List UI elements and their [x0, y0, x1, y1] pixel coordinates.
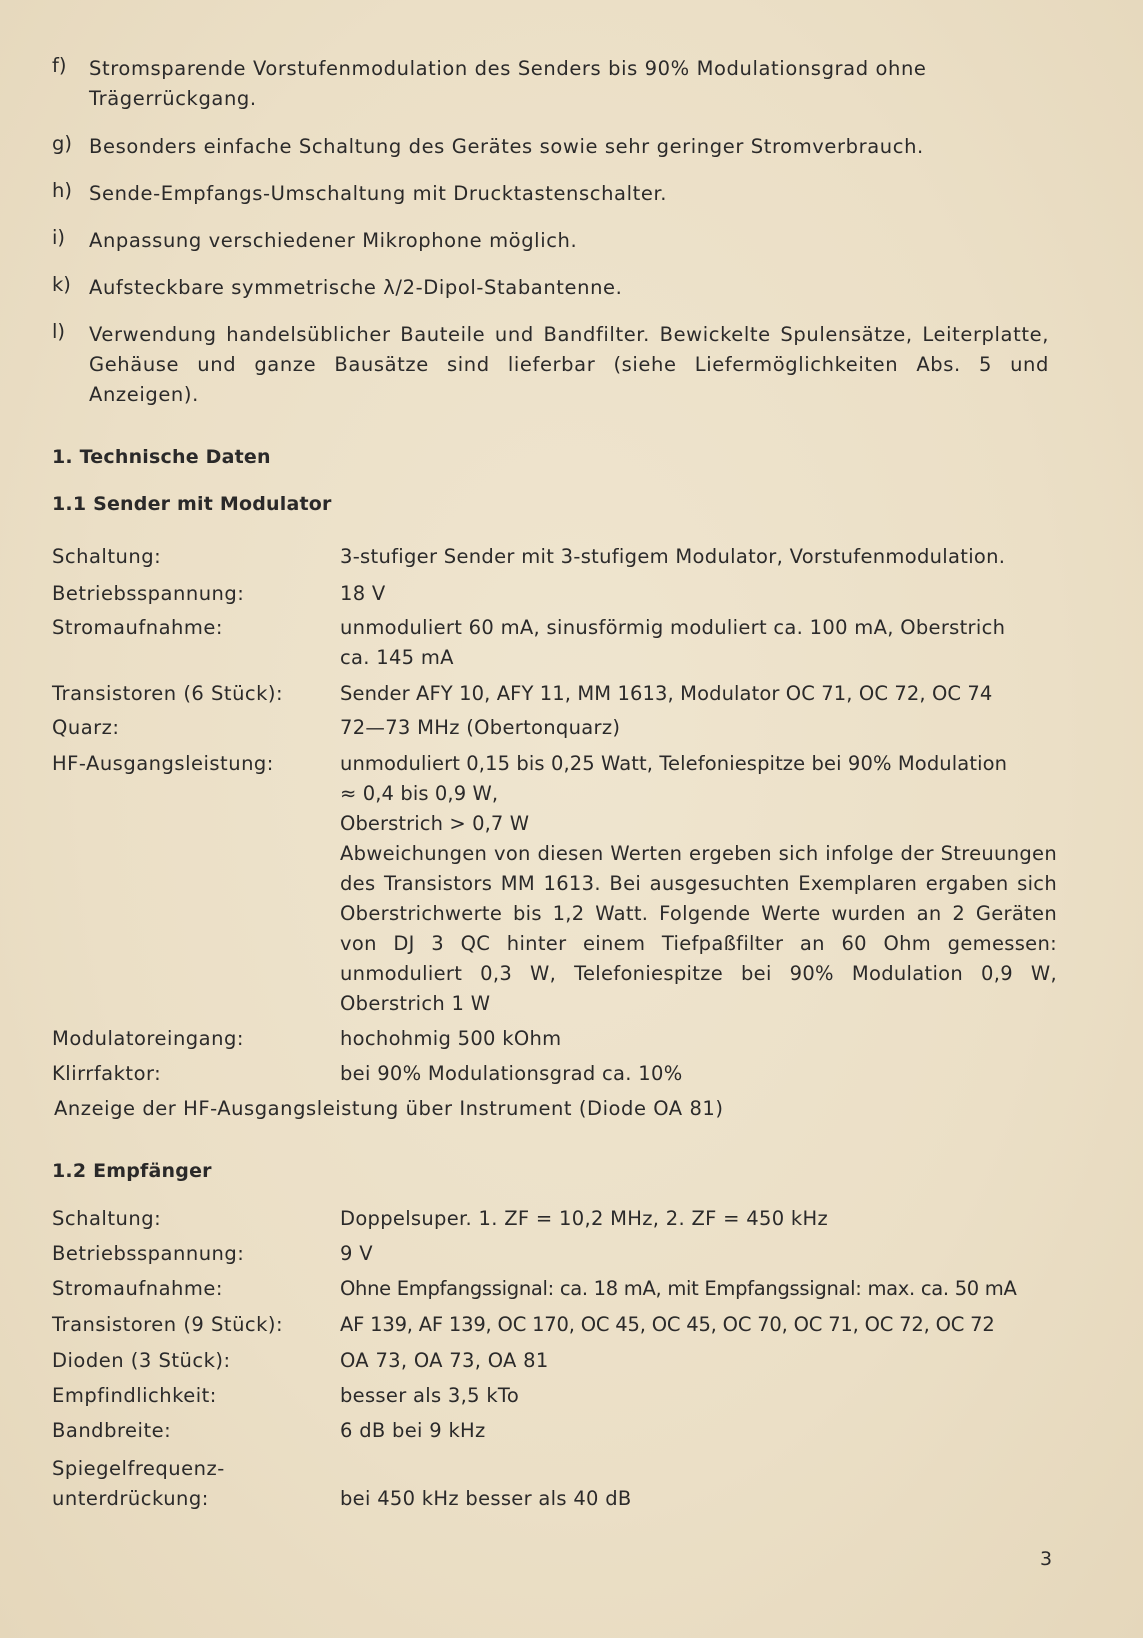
- spec-label: Transistoren (6 Stück):: [52, 682, 284, 705]
- spec-value: 72—73 MHz (Obertonquarz): [340, 716, 621, 739]
- section-heading: 1. Technische Daten: [52, 446, 271, 468]
- spec-value: besser als 3,5 kTo: [340, 1384, 520, 1407]
- spec-value: [340, 749, 1057, 1019]
- list-item-text: Besonders einfache Schaltung des Gerätes sowie sehr geringer Stromverbrauch.: [89, 135, 924, 158]
- spec-value: hochohmig 500 kOhm: [340, 1027, 562, 1050]
- spec-label: Stromaufnahme:: [52, 616, 223, 639]
- hf-output-note: Abweichungen von diesen Werten ergeben sich infolge der Streuungen des Transistors MM 1613. Bei ausgesuchten Exemplaren ergaben sich Oberstrichwerte bis 1,2 Watt. Folgende Werte wurden an 2 Geräten von DJ 3 QC hinter einem Tiefpaßfilter an 60 Ohm gemessen: unmoduliert 0,3 W, Telefoniespitze bei 90% Modulation 0,9 W, Oberstrich 1 W: [340, 842, 1057, 1015]
- page-number: 3: [1040, 1548, 1053, 1570]
- list-item-text: Sende-Empfangs-Umschaltung mit Drucktastenschalter.: [89, 182, 668, 205]
- spec-value: Ohne Empfangssignal: ca. 18 mA, mit Empfangssignal: max. ca. 50 mA: [340, 1277, 1017, 1300]
- spec-value: 9 V: [340, 1242, 373, 1265]
- spec-value: Sender AFY 10, AFY 11, MM 1613, Modulator OC 71, OC 72, OC 74: [340, 682, 993, 705]
- hf-output-unmodulated: unmoduliert 0,15 bis 0,25 Watt, Telefoniespitze bei 90% Modulation: [340, 752, 1008, 775]
- spec-label: HF-Ausgangsleistung:: [52, 752, 274, 775]
- hf-output-oberstrich: Oberstrich > 0,7 W: [340, 812, 530, 835]
- spec-label: Modulatoreingang:: [52, 1027, 244, 1050]
- list-marker: i): [52, 226, 66, 249]
- list-item-text: Stromsparende Vorstufenmodulation des Senders bis 90% Modulationsgrad ohne Trägerrückgang.: [89, 57, 927, 110]
- list-marker: g): [52, 132, 72, 155]
- spec-label: Empfindlichkeit:: [52, 1384, 217, 1407]
- spec-label: Schaltung:: [52, 1207, 162, 1230]
- list-item-text: Verwendung handelsüblicher Bauteile und Bandfilter. Bewickelte Spulensätze, Leiterplatte, Gehäuse und ganze Bausätze sind lieferbar (siehe Liefermöglichkeiten Abs. 5 und Anzeigen).: [89, 323, 1049, 406]
- spec-value: bei 450 kHz besser als 40 dB: [340, 1487, 632, 1510]
- spec-value: Doppelsuper. 1. ZF = 10,2 MHz, 2. ZF = 450 kHz: [340, 1207, 829, 1230]
- spec-label: Klirrfaktor:: [52, 1062, 162, 1085]
- subsection-heading: 1.2 Empfänger: [52, 1160, 212, 1182]
- list-marker: l): [52, 320, 66, 343]
- spec-value: unmoduliert 60 mA, sinusförmig moduliert ca. 100 mA, Oberstrich ca. 145 mA: [340, 616, 1006, 669]
- list-item-text: Anpassung verschiedener Mikrophone möglich.: [89, 229, 578, 252]
- spec-value: bei 90% Modulationsgrad ca. 10%: [340, 1062, 683, 1085]
- spec-value: 3-stufiger Sender mit 3-stufigem Modulator, Vorstufenmodulation.: [340, 545, 1006, 568]
- list-marker: k): [52, 273, 71, 296]
- hf-output-approx: ≈ 0,4 bis 0,9 W,: [340, 782, 499, 805]
- list-item-text: Aufsteckbare symmetrische λ/2-Dipol-Stabantenne.: [89, 276, 623, 299]
- spec-label: Transistoren (9 Stück):: [52, 1313, 284, 1336]
- spec-label: [52, 1454, 332, 1514]
- spec-label: Schaltung:: [52, 545, 162, 568]
- spec-label: Stromaufnahme:: [52, 1277, 223, 1300]
- spec-label: Dioden (3 Stück):: [52, 1349, 231, 1372]
- list-marker: h): [52, 179, 72, 202]
- hf-indicator-note: Anzeige der HF-Ausgangsleistung über Instrument (Diode OA 81): [54, 1097, 724, 1120]
- list-marker: f): [52, 54, 67, 77]
- subsection-heading: 1.1 Sender mit Modulator: [52, 493, 332, 515]
- spec-label: Quarz:: [52, 716, 120, 739]
- spec-label: Betriebsspannung:: [52, 582, 245, 605]
- spec-label: Bandbreite:: [52, 1419, 172, 1442]
- spec-value: OA 73, OA 73, OA 81: [340, 1349, 549, 1372]
- spec-value: AF 139, AF 139, OC 170, OC 45, OC 45, OC 70, OC 71, OC 72, OC 72: [340, 1313, 995, 1336]
- spec-value: 18 V: [340, 582, 386, 605]
- spec-label: Betriebsspannung:: [52, 1242, 245, 1265]
- spec-label-line: unterdrückung:: [52, 1487, 209, 1510]
- spec-value: 6 dB bei 9 kHz: [340, 1419, 486, 1442]
- spec-label-line: Spiegelfrequenz-: [52, 1457, 225, 1480]
